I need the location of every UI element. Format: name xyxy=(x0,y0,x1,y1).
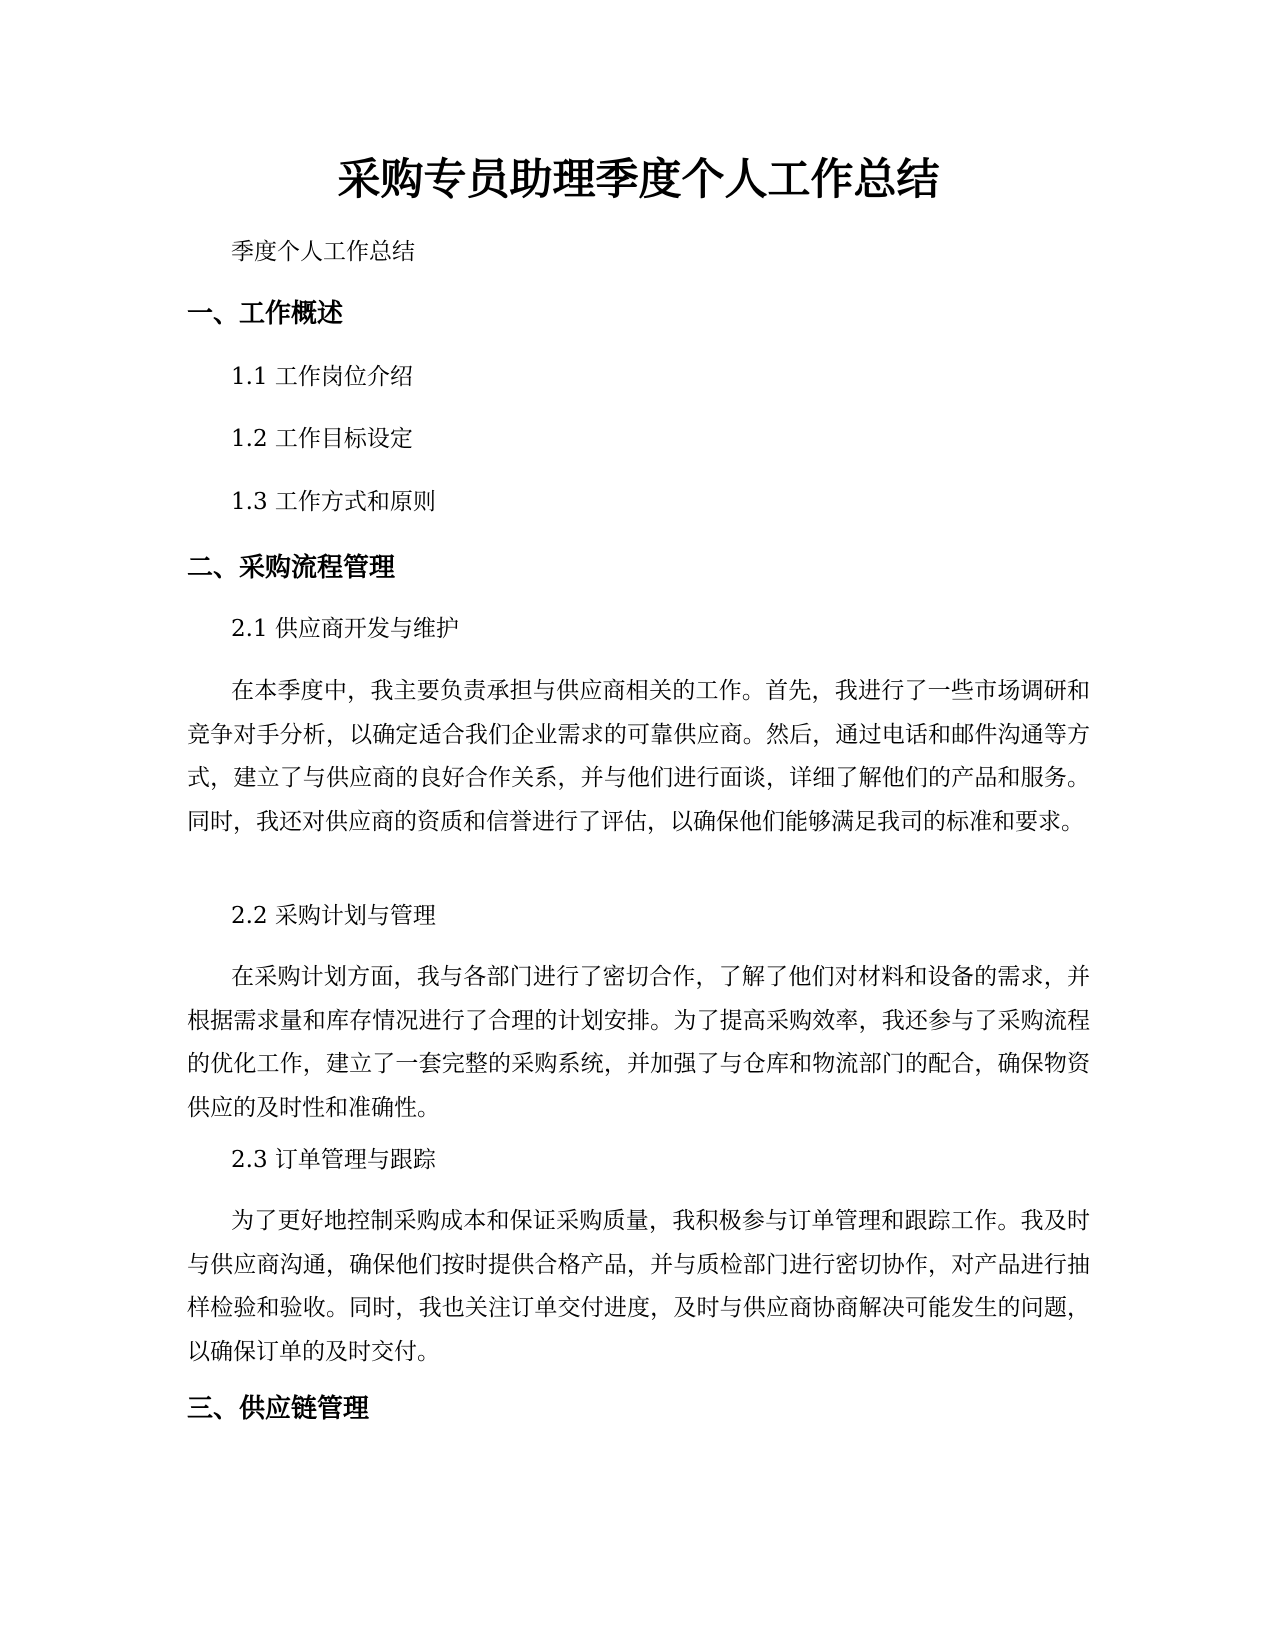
subheading-1-2: 1.2 工作目标设定 xyxy=(231,426,413,452)
paragraph-supplier: 在本季度中，我主要负责承担与供应商相关的工作。首先，我进行了一些市场调研和竞争对手分析，以确定适合我们企业需求的可靠供应商。然后，通过电话和邮件沟通等方式，建立了与供应商的良好合作关系，并与他们进行面谈，详细了解他们的产品和服务。同时，我还对供应商的资质和信誉进行了评估，以确保他们能够满足我司的标准和要求。 xyxy=(187,678,1090,835)
subheading-2-1: 2.1 供应商开发与维护 xyxy=(231,616,459,642)
section-heading-procurement: 二、采购流程管理 xyxy=(187,553,396,583)
subheading-1-1: 1.1 工作岗位介绍 xyxy=(231,364,413,390)
subheading-2-3: 2.3 订单管理与跟踪 xyxy=(231,1147,436,1173)
document-page xyxy=(187,0,1090,1650)
section-heading-overview: 一、工作概述 xyxy=(187,299,344,329)
document-title: 采购专员助理季度个人工作总结 xyxy=(337,155,940,205)
paragraph-planning: 在采购计划方面，我与各部门进行了密切合作，了解了他们对材料和设备的需求，并根据需求量和库存情况进行了合理的计划安排。为了提高采购效率，我还参与了采购流程的优化工作，建立了一套完整的采购系统，并加强了与仓库和物流部门的配合，确保物资供应的及时性和准确性。 xyxy=(187,964,1090,1121)
paragraph-orders: 为了更好地控制采购成本和保证采购质量，我积极参与订单管理和跟踪工作。我及时与供应商沟通，确保他们按时提供合格产品，并与质检部门进行密切协作，对产品进行抽样检验和验收。同时，我也关注订单交付进度，及时与供应商协商解决可能发生的问题，以确保订单的及时交付。 xyxy=(187,1208,1090,1365)
document-subtitle: 季度个人工作总结 xyxy=(231,239,415,265)
subheading-2-2: 2.2 采购计划与管理 xyxy=(231,903,436,929)
subheading-1-3: 1.3 工作方式和原则 xyxy=(231,489,436,515)
section-heading-supply-chain: 三、供应链管理 xyxy=(187,1394,370,1424)
